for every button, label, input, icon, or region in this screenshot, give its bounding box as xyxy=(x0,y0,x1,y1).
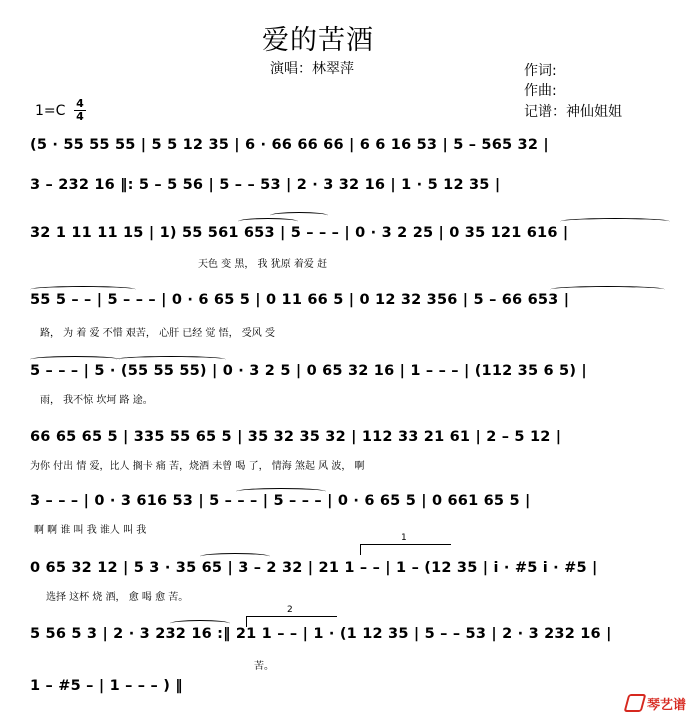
song-title: 爱的苦酒 xyxy=(262,25,374,56)
slur-mark xyxy=(30,286,136,293)
music-line-8: 0 65 32 12 | 5 3 · 35 65 | 3 – 2 32 | 21 1 – – | 1 – (12 35 | i · #5 i · #5 | xyxy=(30,560,598,576)
lyric-line-8: 选择 这杯 烧 酒， 愈 喝 愈 苦。 xyxy=(46,592,189,603)
composer-credit: 作曲: xyxy=(524,83,557,99)
lyric-line-9: 苦。 xyxy=(254,661,274,672)
lyric-line-4: 路， 为 着 爱 不惜 艰苦， 心肝 已经 觉 悟， 受风 受 xyxy=(40,328,275,339)
key-signature: 1=C xyxy=(35,103,66,119)
lyricist-credit: 作词: xyxy=(524,63,557,79)
music-line-9: 5 56 5 3 | 2 · 3 232 16 :‖ 21 1 – – | 1 · (1 12 35 | 5 – – 53 | 2 · 3 232 16 | xyxy=(30,626,612,642)
lyric-line-3: 天色 变 黑， 我 犹原 着爱 赶 xyxy=(198,259,328,270)
watermark-logo xyxy=(626,694,686,713)
music-line-4: 55 5 – – | 5 – – – | 0 · 6 65 5 | 0 11 66 5 | 0 12 32 356 | 5 – 66 653 | xyxy=(30,292,570,308)
lyric-line-6: 为你 付出 情 爱，比人 搁卡 痛 苦，烧酒 未曾 喝 了， 情海 煞起 风 波， 啊 xyxy=(30,461,365,472)
singer-credit: 演唱：林翠萍 xyxy=(270,61,354,77)
lyric-line-5: 雨， 我不惊 坎坷 路 途。 xyxy=(40,395,153,406)
slur-mark xyxy=(200,553,270,560)
logo-icon xyxy=(624,694,647,712)
slur-mark xyxy=(30,356,120,363)
volta-bracket-1 xyxy=(360,533,451,555)
music-line-1: (5 · 55 55 55 | 5 5 12 35 | 6 · 66 66 66 | 6 6 16 53 | 5 – 565 32 | xyxy=(30,137,549,153)
volta-2-label: 2 xyxy=(287,605,293,615)
volta-1-label: 1 xyxy=(401,533,407,543)
transcriber-credit: 记谱：神仙姐姐 xyxy=(524,104,622,120)
music-line-10: 1 – #5 – | 1 – – – ) ‖ xyxy=(30,678,183,694)
slur-mark xyxy=(116,356,226,363)
music-line-2: 3 – 232 16 ‖: 5 – 5 56 | 5 – – 53 | 2 · 3 32 16 | 1 · 5 12 35 | xyxy=(30,177,501,193)
time-signature xyxy=(74,98,86,123)
slur-mark xyxy=(236,488,326,495)
music-line-3: 32 1 11 11 15 | 1) 55 561 653 | 5 – – – | 0 · 3 2 25 | 0 35 121 616 | xyxy=(30,225,569,241)
music-line-7: 3 – – – | 0 · 3 616 53 | 5 – – – | 5 – – – | 0 · 6 65 5 | 0 661 65 5 | xyxy=(30,493,531,509)
music-line-6: 66 65 65 5 | 335 55 65 5 | 35 32 35 32 | 112 33 21 61 | 2 – 5 12 | xyxy=(30,429,562,445)
time-signature-bottom: 4 xyxy=(74,110,86,123)
slur-mark xyxy=(550,286,665,293)
time-signature-top: 4 xyxy=(76,97,84,110)
slur-mark xyxy=(170,620,230,627)
watermark-text: 琴艺谱 xyxy=(646,698,686,713)
volta-bracket-2 xyxy=(246,605,337,627)
lyric-line-7: 啊 啊 谁 叫 我 谁人 叫 我 xyxy=(34,525,147,536)
slur-mark xyxy=(560,218,670,225)
slur-mark xyxy=(270,212,328,219)
slur-mark xyxy=(238,218,298,225)
music-line-5: 5 – – – | 5 · (55 55 55) | 0 · 3 2 5 | 0 65 32 16 | 1 – – – | (112 35 6 5) | xyxy=(30,363,587,379)
